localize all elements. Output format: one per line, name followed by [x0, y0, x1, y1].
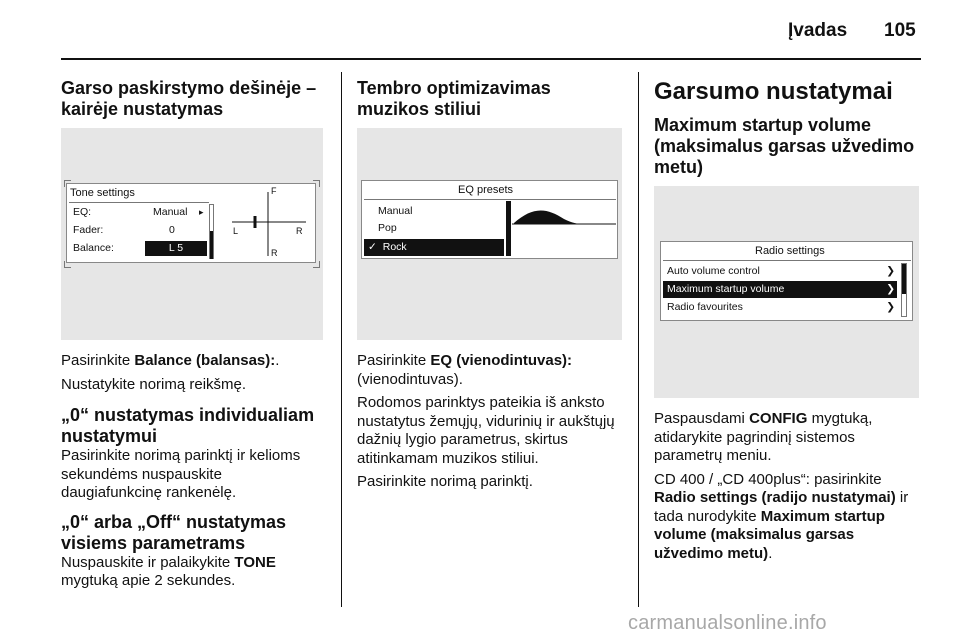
graph-rear-label: R — [271, 248, 278, 258]
page-number: 105 — [884, 20, 916, 41]
eq-label: EQ: — [73, 206, 92, 218]
chevron-right-icon: ❯ — [886, 283, 895, 295]
zero-all-text: Nuspauskite ir palaikykite TONE mygtuką apie 2 sekundes. — [61, 553, 276, 589]
page-header — [0, 0, 960, 60]
fader-label: Fader: — [73, 224, 104, 236]
column-divider-right — [638, 72, 639, 607]
cd400-instruction: CD 400 / „CD 400plus“: pasirinkite Radio settings (radijo nustatymai) ir tada nurodykite Maximum startup volume (maksimalus garsas užvedimo metu). — [654, 470, 909, 562]
balance-row — [69, 240, 209, 257]
balance-graph — [222, 186, 314, 260]
eq-instruction: Pasirinkite EQ (vienodintuvas): (vienodintuvas). — [357, 352, 573, 388]
subheading-max-startup: Maximum startup volume (maksimalus garsas užvedimo metu) — [654, 115, 915, 177]
eq-curve-graph — [512, 201, 616, 257]
chevron-right-icon: ❯ — [886, 265, 895, 277]
menu-item-max-startup-volume[interactable]: Maximum startup volume ❯ — [663, 281, 897, 298]
eq-description: Rodomos parinktys pateikia iš anksto nustatytus žemųjų, vidurinių ir aukštųjų dažnių lygio parametrus, skirtus atitinkamam muzikos stiliui. — [357, 394, 615, 467]
preset-item-pop[interactable]: Pop — [378, 222, 397, 234]
zero-individual-text: Pasirinkite norimą parinktį ir kelioms sekundėms nuspauskite daugiafunkcinę rankenėlę. — [61, 447, 301, 501]
chevron-right-icon: ❯ — [886, 301, 895, 313]
eq-presets-title: EQ presets — [458, 184, 514, 196]
radio-settings-display — [660, 241, 913, 321]
section-heading-balance: Garso paskirstymo dešinėje – kairėje nustatymas — [61, 78, 317, 119]
scrollbar — [209, 204, 214, 259]
section-heading-volume: Garsumo nustatymai — [654, 78, 893, 105]
balance-value: L 5 — [145, 241, 207, 256]
eq-presets-display — [361, 180, 618, 259]
config-instruction: Paspausdami CONFIG mygtuką, atidarykite pagrindinį sistemos parametrų meniu. — [654, 410, 873, 464]
eq-presets-screenshot — [357, 128, 622, 340]
header-rule — [61, 58, 921, 60]
eq-row — [69, 204, 209, 221]
column-divider-left — [341, 72, 342, 607]
eq-value: Manual — [153, 206, 188, 218]
fader-value: 0 — [169, 224, 175, 236]
graph-left-label: L — [233, 226, 239, 236]
eq-select-text: Pasirinkite norimą parinktį. — [357, 473, 533, 490]
menu-item-radio-favourites[interactable]: Radio favourites ❯ — [663, 299, 897, 316]
chapter-title: Įvadas — [788, 20, 848, 41]
balance-label: Balance: — [73, 242, 114, 254]
fader-row — [69, 222, 209, 239]
preset-item-rock[interactable]: ✓ Rock — [364, 239, 504, 256]
scrollbar — [901, 263, 907, 317]
graph-right-label: R — [296, 226, 303, 236]
checkmark-icon: ✓ — [368, 241, 377, 253]
tone-settings-screenshot — [61, 128, 323, 340]
column-balance — [61, 78, 326, 591]
eq-arrow-icon: ▸ — [199, 207, 204, 217]
tone-settings-display — [66, 183, 316, 263]
column-eq — [357, 78, 622, 492]
tone-settings-title: Tone settings — [70, 187, 135, 199]
radio-settings-screenshot — [654, 186, 919, 398]
subheading-zero-all: „0“ arba „Off“ nustatymas visiems parametrams — [61, 511, 287, 553]
balance-adjust-text: Nustatykite norimą reikšmę. — [61, 375, 247, 393]
preset-item-manual[interactable]: Manual — [378, 205, 413, 217]
graph-front-label: F — [271, 186, 277, 196]
scrollbar — [506, 201, 511, 256]
column-volume — [654, 78, 922, 563]
balance-instruction: Pasirinkite Balance (balansas):. — [61, 352, 280, 369]
menu-item-auto-volume[interactable]: Auto volume control ❯ — [663, 263, 897, 280]
radio-settings-title: Radio settings — [755, 245, 825, 257]
watermark: carmanualsonline.info — [628, 612, 827, 634]
section-heading-eq: Tembro optimizavimas muzikos stiliui — [357, 78, 551, 119]
subheading-zero-individual: „0“ nustatymas individualiam nustatymui — [61, 405, 315, 446]
